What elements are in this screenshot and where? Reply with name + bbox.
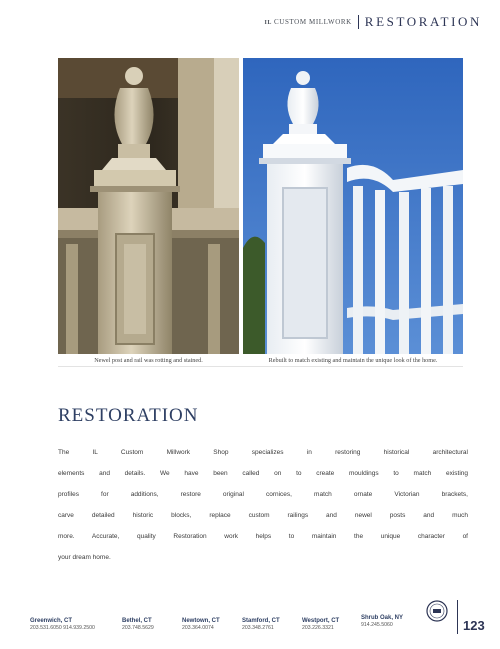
before-caption: Newel post and rail was rotting and stained. — [94, 357, 203, 364]
body-line: profiles for additions, restore original cornices, match ornate Victorian brackets, — [58, 491, 468, 498]
section-body — [58, 442, 468, 568]
body-line: The IL Custom Millwork Shop specializes in restoring historical architectural — [58, 449, 468, 456]
page-number-divider — [457, 600, 458, 634]
section-title: RESTORATION — [58, 405, 199, 426]
location-city: Bethel, CT — [122, 618, 152, 624]
header-title: RESTORATION — [364, 14, 482, 29]
location-city: Stamford, CT — [242, 618, 280, 624]
location-phone: 203.364.0074 — [182, 625, 214, 631]
location-city: Shrub Oak, NY — [361, 615, 404, 621]
body-line: your dream home. — [58, 554, 111, 561]
location-city: Westport, CT — [302, 618, 340, 624]
location-city: Greenwich, CT — [30, 618, 73, 624]
after-caption: Rebuilt to match existing and maintain the unique look of the home. — [268, 357, 438, 364]
page-header — [264, 14, 482, 30]
location-stamford — [242, 618, 302, 631]
body-line: elements and details. We have been called on to create mouldings to match existing — [58, 470, 468, 477]
after-photo — [243, 58, 463, 354]
brand-name: IL CUSTOM MILLWORK — [264, 18, 352, 26]
location-phone: 203.348.2761 — [242, 625, 274, 631]
location-phone: 203.531.6050 914.939.2500 — [30, 625, 95, 631]
location-shrub-oak — [361, 615, 431, 628]
before-photo — [58, 58, 239, 354]
location-bethel — [122, 618, 182, 631]
footer-locations — [30, 615, 440, 631]
caption-divider — [58, 366, 463, 367]
location-newtown — [182, 618, 242, 631]
location-westport — [302, 618, 362, 631]
location-phone: 203.226.3321 — [302, 625, 334, 631]
location-city: Newtown, CT — [182, 618, 220, 624]
page-number: 123 — [463, 618, 485, 633]
header-divider — [358, 15, 359, 29]
body-line: carve detailed historic blocks, replace custom railings and newel posts and much — [58, 512, 468, 519]
body-line: more. Accurate, quality Restoration work helps to maintain the unique character of — [58, 533, 468, 540]
location-phone: 203.748.5629 — [122, 625, 154, 631]
location-phone: 914.245.5060 — [361, 622, 393, 628]
company-seal-icon — [426, 600, 448, 622]
location-greenwich — [30, 618, 122, 631]
